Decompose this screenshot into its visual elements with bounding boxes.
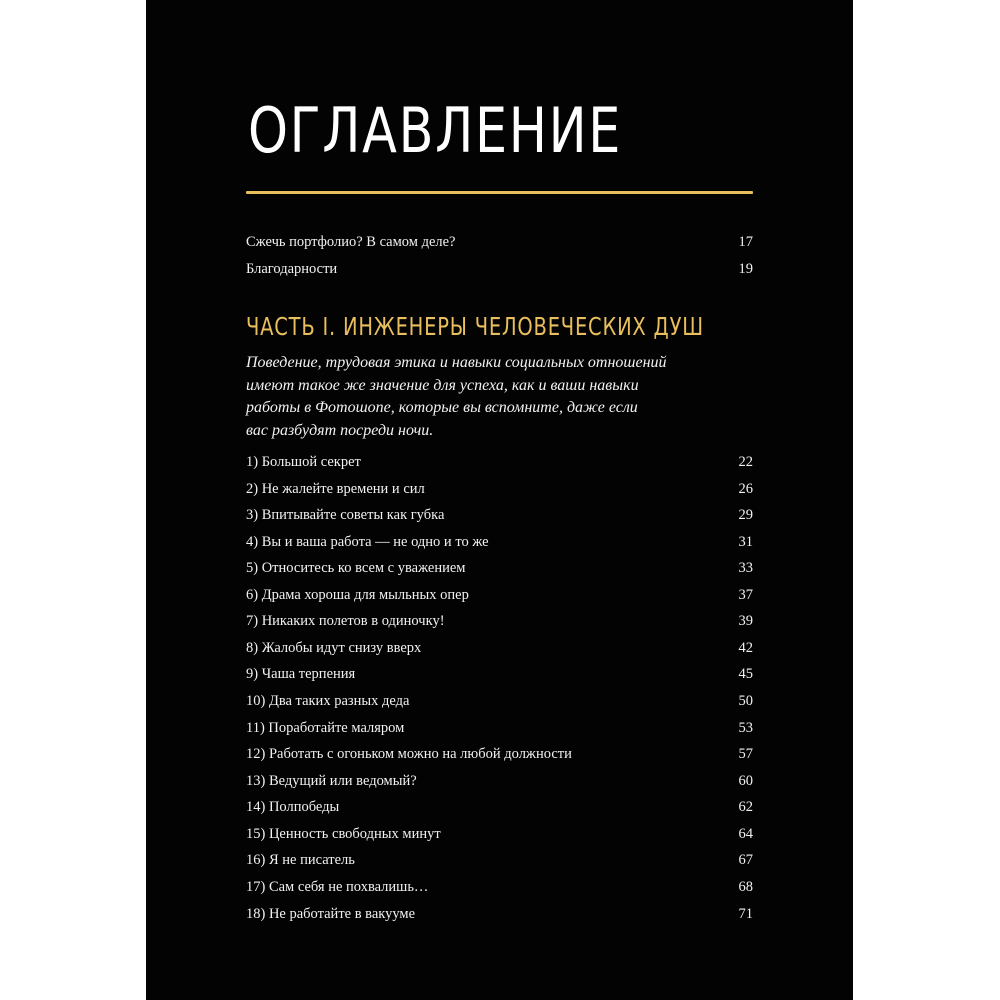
chapter-label: 17) Сам себя не похвалишь…: [246, 879, 429, 895]
chapter-entry[interactable]: [246, 505, 753, 525]
chapter-page: 64: [738, 825, 753, 842]
toc-entry[interactable]: [246, 259, 753, 279]
chapter-page: 62: [738, 799, 753, 815]
chapter-entry[interactable]: [246, 479, 753, 499]
chapter-label: 6) Драма хороша для мыльных опер: [246, 586, 469, 603]
chapter-label: 15) Ценность свободных минут: [246, 825, 441, 842]
chapter-label: 14) Полпобеды: [246, 799, 340, 815]
chapter-page: 37: [738, 586, 753, 603]
chapter-entry[interactable]: [246, 558, 753, 578]
chapter-page: 26: [738, 480, 753, 497]
chapter-entry[interactable]: [246, 585, 753, 605]
part-description-line: работы в Фотошопе, которые вы вспомните, даже если: [246, 399, 638, 416]
chapter-page: 57: [738, 746, 753, 762]
chapter-entry[interactable]: [246, 611, 753, 631]
chapter-page: 33: [738, 560, 753, 576]
chapter-entry[interactable]: [246, 691, 753, 711]
chapter-entry[interactable]: [246, 744, 753, 764]
toc-entry-label: Благодарности: [246, 261, 338, 277]
chapter-page: 68: [738, 879, 753, 895]
chapter-label: 1) Большой секрет: [246, 454, 361, 470]
chapter-page: 53: [738, 719, 753, 736]
chapter-label: 3) Впитывайте советы как губка: [246, 507, 445, 523]
chapter-page: 50: [738, 693, 753, 709]
part-description-line: Поведение, трудовая этика и навыки социальных отношений: [246, 354, 667, 371]
chapter-label: 4) Вы и ваша работа — не одно и то же: [246, 533, 489, 550]
chapter-entry[interactable]: [246, 664, 753, 684]
chapter-entry[interactable]: [246, 850, 753, 870]
chapter-page: 67: [738, 852, 753, 868]
chapter-label: 13) Ведущий или ведомый?: [246, 772, 417, 789]
chapter-entry[interactable]: [246, 532, 753, 552]
chapter-label: 7) Никаких полетов в одиночку!: [246, 613, 445, 629]
toc-entry-page: 17: [738, 234, 753, 250]
chapter-label: 8) Жалобы идут снизу вверх: [246, 639, 422, 656]
chapter-entry[interactable]: [246, 904, 753, 924]
chapter-page: 71: [738, 905, 753, 922]
chapter-label: 16) Я не писатель: [246, 852, 355, 868]
toc-entry-label: Сжечь портфолио? В самом деле?: [246, 234, 456, 250]
chapter-label: 12) Работать с огоньком можно на любой должности: [246, 746, 572, 762]
chapter-label: 5) Относитесь ко всем с уважением: [246, 560, 466, 576]
chapter-page: 39: [738, 613, 753, 629]
page-title: ОГЛАВЛЕНИЕ: [248, 94, 623, 167]
toc-entry[interactable]: [246, 232, 753, 252]
chapter-entry[interactable]: [246, 718, 753, 738]
chapter-page: 22: [738, 454, 753, 470]
part-description-line: имеют такое же значение для успеха, как и ваши навыки: [246, 376, 639, 394]
part-heading: ЧАСТЬ I. ИНЖЕНЕРЫ ЧЕЛОВЕЧЕСКИХ ДУШ: [246, 312, 704, 341]
chapter-entry[interactable]: [246, 797, 753, 817]
chapter-page: 45: [738, 666, 753, 682]
chapter-label: 2) Не жалейте времени и сил: [246, 480, 425, 497]
chapter-label: 9) Чаша терпения: [246, 666, 356, 682]
part-description: [246, 352, 753, 442]
chapter-label: 11) Поработайте маляром: [246, 719, 405, 736]
chapter-page: 42: [738, 639, 753, 656]
chapter-entry[interactable]: [246, 877, 753, 897]
chapter-label: 18) Не работайте в вакууме: [246, 905, 416, 922]
chapter-entry[interactable]: [246, 452, 753, 472]
chapter-page: 60: [738, 772, 753, 789]
chapter-entry[interactable]: [246, 824, 753, 844]
chapter-entry[interactable]: [246, 771, 753, 791]
book-page: [146, 0, 853, 1000]
chapter-label: 10) Два таких разных деда: [246, 693, 410, 709]
title-underline-divider: [246, 191, 753, 194]
chapter-page: 31: [738, 533, 753, 550]
chapter-entry[interactable]: [246, 638, 753, 658]
part-description-line: вас разбудят посреди ночи.: [246, 421, 434, 439]
chapter-page: 29: [738, 507, 753, 523]
toc-entry-page: 19: [738, 261, 753, 277]
